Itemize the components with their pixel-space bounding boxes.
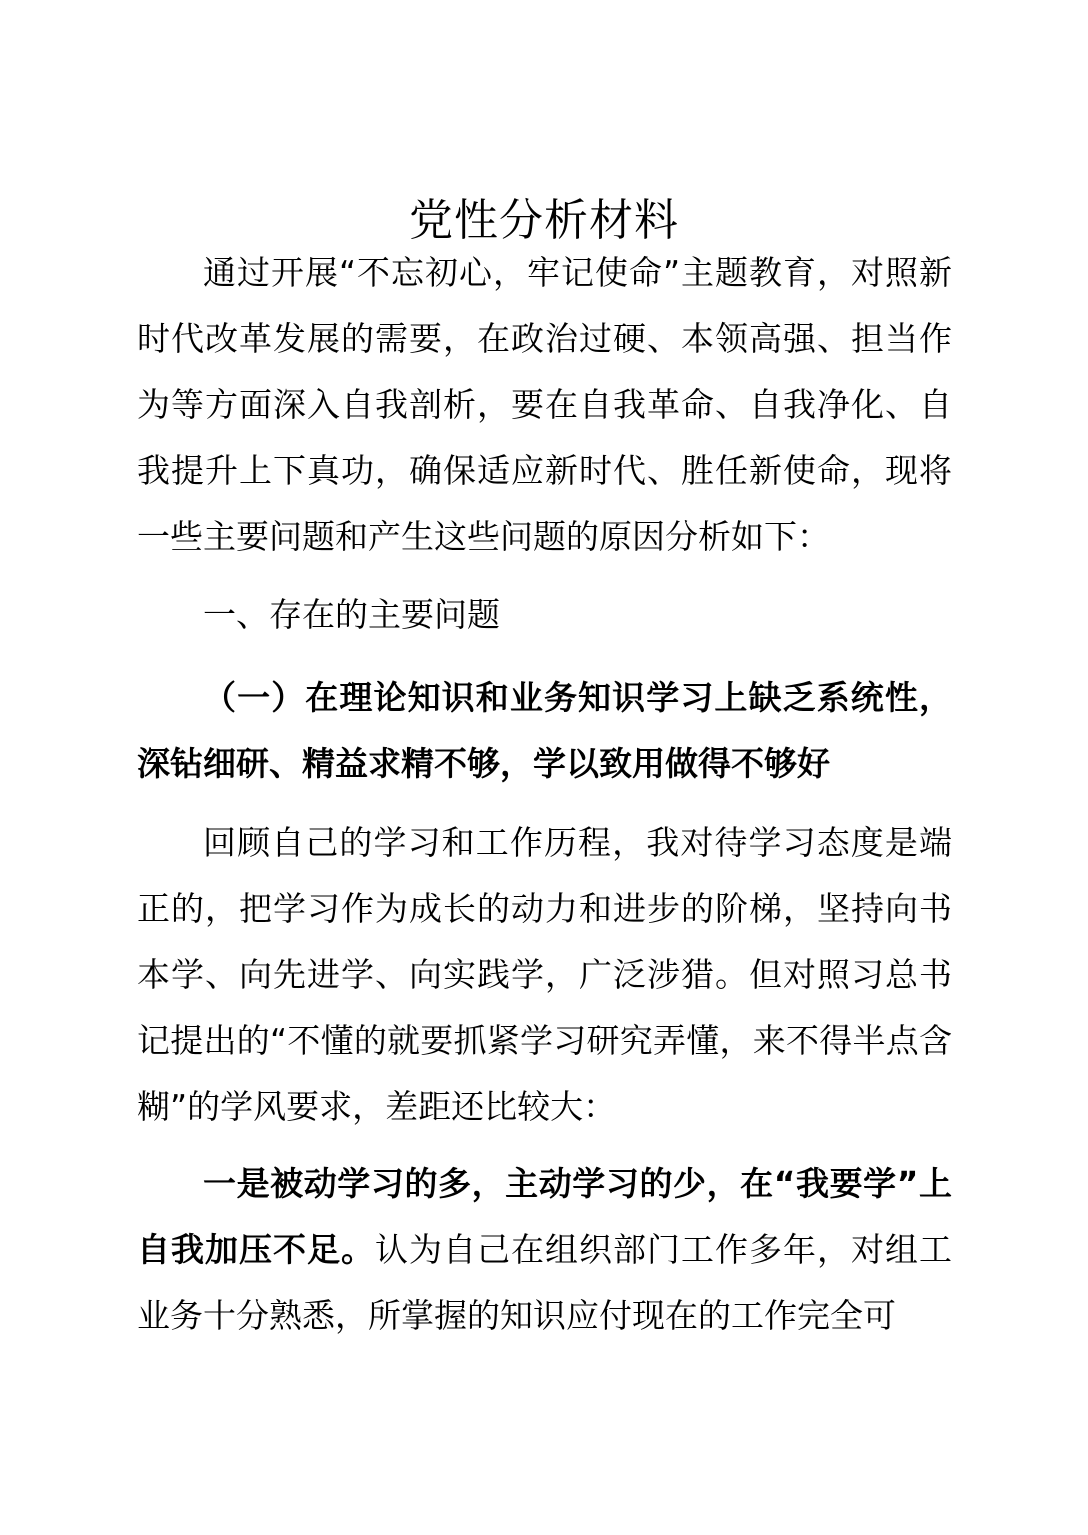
point-one-lead: 一是被动学习的多，主动学习的少，在“我要学”上自我加压不足。 xyxy=(137,1164,952,1269)
point-one-paragraph xyxy=(137,1151,952,1349)
intro-paragraph: 通过开展“不忘初心，牢记使命”主题教育，对照新时代改革发展的需要，在政治过硬、本领高强、担当作为等方面深入自我剖析，要在自我革命、自我净化、自我提升上下真功，确保适应新时代、胜任新使命，现将一些主要问题和产生这些问题的原因分析如下： xyxy=(137,253,952,556)
body-paragraph: 回顾自己的学习和工作历程，我对待学习态度是端正的，把学习作为成长的动力和进步的阶梯，坚持向书本学、向先进学、向实践学，广泛涉猎。但对照习总书记提出的“不懂的就要抓紧学习研究弄懂，来不得半点含糊”的学风要求，差距还比较大： xyxy=(137,823,952,1126)
document-title: 党性分析材料 xyxy=(409,195,679,247)
subsection-heading: （一）在理论知识和业务知识学习上缺乏系统性，深钻细研、精益求精不够，学以致用做得不够好 xyxy=(137,678,952,783)
section-heading: 一、存在的主要问题 xyxy=(203,595,500,634)
point-one-text: 认为自己在组织部门工作多年，对组工业务十分熟悉，所掌握的知识应付现在的工作完全可 xyxy=(137,1230,952,1335)
